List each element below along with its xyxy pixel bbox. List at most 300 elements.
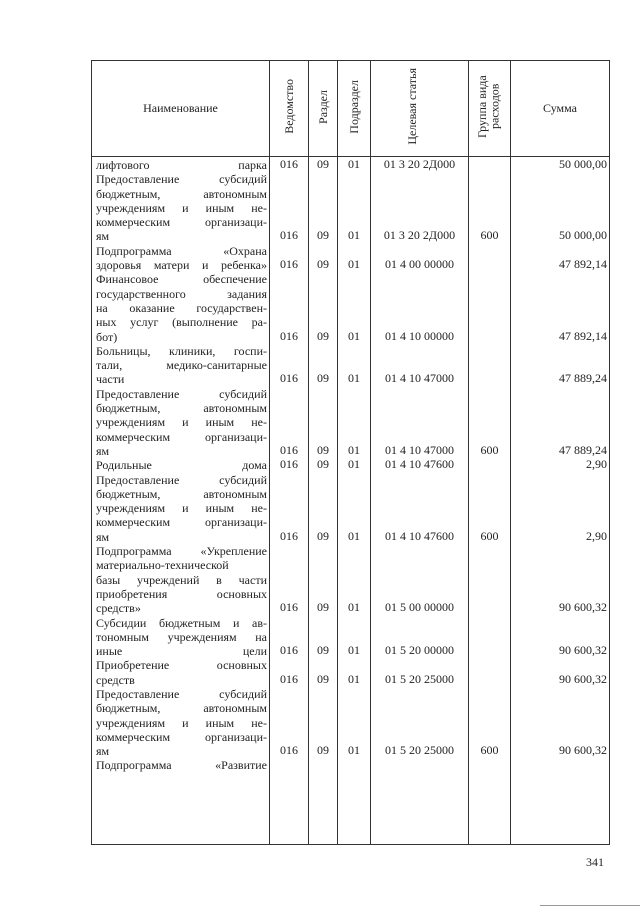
subsection-cell [340,543,368,557]
dept-cell [272,715,306,729]
section-cell [311,686,335,700]
section-cell [311,657,335,671]
name-line: Подпрограмма «Развитие [96,758,267,773]
amount-cell [513,572,607,586]
subsection-cell [340,243,368,257]
group-cell [471,643,508,657]
target-cell [373,472,466,486]
subsection-cell [340,629,368,643]
dept-cell [272,557,306,571]
group-cell: 600 [480,743,499,758]
subsection-cell [340,472,368,486]
subsection-cell [340,500,368,514]
amount-cell [513,243,607,257]
amount-cell [513,715,607,729]
dept-cell [272,500,306,514]
name-line: коммерческим организаци- [96,729,267,744]
section-cell: 09 [317,228,329,243]
target-cell [373,543,466,557]
name-line: здоровья матери и ребенка» [96,258,267,273]
dept-cell [272,686,306,700]
dept-cell [272,171,306,185]
target-cell [373,486,466,500]
target-cell [373,300,466,314]
subsection-cell: 01 [348,643,360,658]
target-cell [373,757,466,771]
subsection-cell: 01 [348,228,360,243]
table-body-row [92,157,610,845]
section-cell [311,514,335,528]
section-column [309,157,338,845]
name-line: учреждениям и иным не- [96,200,267,215]
name-line: бюджетным, автономным [96,186,267,201]
name-line: Подпрограмма «Охрана [96,243,267,258]
amount-cell: 50 000,00 [559,228,607,243]
name-line: учреждениям и иным не- [96,715,267,730]
name-line: ям [96,744,110,759]
amount-cell [513,486,607,500]
amount-cell [513,386,607,400]
amount-cell: 47 889,24 [559,371,607,386]
group-cell [471,371,508,385]
amount-cell [513,300,607,314]
dept-cell [272,286,306,300]
section-cell [311,200,335,214]
group-cell [471,343,508,357]
name-line: Предоставление субсидий [96,686,267,701]
target-cell [373,615,466,629]
amount-cell [513,214,607,228]
name-line: Приобретение основных [96,658,267,673]
name-line: учреждениям и иным не- [96,415,267,430]
name-line: части [96,372,125,387]
target-cell [373,700,466,714]
group-cell [471,757,508,771]
dept-cell [272,472,306,486]
target-cell: 01 5 20 25000 [385,743,454,758]
dept-cell: 016 [280,257,298,272]
name-line: ям [96,229,110,244]
dept-cell [272,243,306,257]
amount-cell [513,586,607,600]
amount-cell: 90 600,32 [559,600,607,615]
section-cell [311,186,335,200]
section-cell: 09 [317,328,329,343]
subsection-cell [340,586,368,600]
target-cell: 01 4 10 00000 [385,328,454,343]
section-cell: 09 [317,528,329,543]
subsection-cell [340,400,368,414]
target-cell [373,629,466,643]
section-cell [311,171,335,185]
amount-cell [513,514,607,528]
section-cell: 09 [317,643,329,658]
subsection-cell [340,729,368,743]
target-cell: 01 4 00 00000 [385,257,454,272]
dept-cell [272,214,306,228]
name-line: Подпрограмма «Укрепление [96,544,267,559]
amount-cell [513,757,607,771]
amount-cell: 90 600,32 [559,743,607,758]
name-line: средств» [96,601,141,616]
subsection-cell [340,200,368,214]
section-cell: 09 [317,442,329,457]
dept-cell: 016 [280,371,298,386]
subsection-cell [340,186,368,200]
subsection-cell [340,715,368,729]
target-cell [373,429,466,443]
group-cell [471,514,508,528]
target-cell [373,286,466,300]
group-cell [471,300,508,314]
name-line: коммерческим организаци- [96,215,267,230]
section-cell [311,715,335,729]
amount-cell [513,557,607,571]
group-cell [471,214,508,228]
target-cell: 01 5 20 00000 [385,643,454,658]
amount-cell [513,700,607,714]
target-cell [373,686,466,700]
group-cell [471,271,508,285]
target-cell [373,271,466,285]
subsection-cell: 01 [348,328,360,343]
amount-cell [513,343,607,357]
subsection-cell [340,572,368,586]
group-cell [471,457,508,471]
group-cell [471,629,508,643]
amount-cell: 90 600,32 [559,671,607,686]
group-cell [471,314,508,328]
section-cell [311,543,335,557]
name-line: бюджетным, автономным [96,401,267,416]
group-cell [471,357,508,371]
name-column [92,157,270,845]
amount-cell [513,629,607,643]
subsection-cell [340,557,368,571]
target-cell [373,186,466,200]
dept-cell: 016 [280,328,298,343]
amount-cell [513,357,607,371]
subsection-cell [340,357,368,371]
amount-cell [513,729,607,743]
section-cell: 09 [317,457,329,472]
dept-cell [272,729,306,743]
group-cell [471,657,508,671]
subsection-cell [340,386,368,400]
header-expense-group: Группа вида расходов [469,61,511,157]
subsection-column [338,157,371,845]
section-cell: 09 [317,671,329,686]
target-cell [373,243,466,257]
dept-cell [272,629,306,643]
amount-cell [513,429,607,443]
name-line: бюджетным, автономным [96,486,267,501]
dept-cell: 016 [280,228,298,243]
section-cell [311,729,335,743]
name-line: коммерческим организаци- [96,515,267,530]
section-cell [311,357,335,371]
group-cell: 600 [480,528,499,543]
dept-cell: 016 [280,643,298,658]
target-cell [373,715,466,729]
amount-cell [513,543,607,557]
target-cell [373,343,466,357]
amount-cell: 47 892,14 [559,328,607,343]
section-cell [311,343,335,357]
group-cell [471,700,508,714]
subsection-cell [340,286,368,300]
subsection-cell [340,271,368,285]
name-line: Финансовое обеспечение [96,272,267,287]
group-cell [471,157,508,171]
subsection-cell: 01 [348,457,360,472]
dept-cell [272,586,306,600]
dept-cell [272,314,306,328]
name-line: ям [96,529,110,544]
section-cell [311,486,335,500]
group-cell [471,414,508,428]
target-column [371,157,469,845]
name-line: Предоставление субсидий [96,172,267,187]
section-cell: 09 [317,157,329,171]
subsection-cell: 01 [348,743,360,758]
subsection-cell [340,486,368,500]
dept-cell [272,700,306,714]
section-cell [311,286,335,300]
dept-cell [272,543,306,557]
target-cell [373,200,466,214]
group-cell [471,486,508,500]
section-cell [311,615,335,629]
amount-cell [513,657,607,671]
amount-cell: 2,90 [586,528,607,543]
section-cell [311,472,335,486]
subsection-cell: 01 [348,528,360,543]
amount-cell: 90 600,32 [559,643,607,658]
section-cell [311,557,335,571]
subsection-cell [340,171,368,185]
name-line: тономным учреждениям на [96,629,267,644]
amount-cell [513,472,607,486]
target-cell [373,500,466,514]
dept-cell: 016 [280,671,298,686]
name-line: ям [96,443,110,458]
subsection-cell [340,314,368,328]
section-cell: 09 [317,600,329,615]
subsection-cell [340,514,368,528]
dept-cell [272,386,306,400]
dept-cell: 016 [280,743,298,758]
group-cell [471,171,508,185]
target-cell [373,400,466,414]
amount-cell: 2,90 [586,457,607,472]
amount-cell [513,686,607,700]
subsection-cell [340,615,368,629]
dept-cell [272,271,306,285]
target-cell [373,557,466,571]
name-line: коммерческим организаци- [96,429,267,444]
target-cell: 01 4 10 47000 [385,442,454,457]
header-subsection: Подраздел [338,61,371,157]
dept-cell [272,186,306,200]
group-cell [471,543,508,557]
section-cell: 09 [317,371,329,386]
amount-cell: 50 000,00 [559,157,607,171]
name-line: лифтового парка [96,158,267,172]
name-line: Предоставление субсидий [96,386,267,401]
subsection-cell [340,214,368,228]
amount-cell [513,615,607,629]
amount-cell [513,414,607,428]
subsection-cell [340,429,368,443]
subsection-cell [340,343,368,357]
subsection-cell [340,686,368,700]
group-cell [471,600,508,614]
dept-cell: 016 [280,528,298,543]
group-cell [471,400,508,414]
dept-cell [272,343,306,357]
dept-column [270,157,309,845]
dept-cell [272,572,306,586]
header-name: Наименование [92,61,270,157]
page-number: 341 [586,855,604,869]
group-cell [471,572,508,586]
section-cell [311,271,335,285]
dept-cell [272,514,306,528]
section-cell [311,214,335,228]
target-cell [373,314,466,328]
section-cell [311,500,335,514]
subsection-cell: 01 [348,671,360,686]
dept-cell [272,357,306,371]
budget-table [91,60,610,845]
group-cell [471,200,508,214]
target-cell [373,414,466,428]
amount-cell: 47 892,14 [559,257,607,272]
amount-column [511,157,610,845]
target-cell [373,729,466,743]
section-cell [311,586,335,600]
subsection-cell: 01 [348,371,360,386]
subsection-cell [340,414,368,428]
section-cell [311,300,335,314]
group-cell [471,686,508,700]
target-cell [373,586,466,600]
target-cell [373,386,466,400]
subsection-cell [340,757,368,771]
section-cell [311,400,335,414]
dept-cell [272,486,306,500]
section-cell [311,386,335,400]
amount-cell [513,186,607,200]
name-line: учреждениям и иным не- [96,501,267,516]
amount-cell [513,200,607,214]
amount-cell [513,286,607,300]
header-dept: Ведомство [270,61,309,157]
name-line: государственного задания [96,286,267,301]
group-cell [471,286,508,300]
section-cell [311,314,335,328]
subsection-cell: 01 [348,157,360,171]
section-cell [311,629,335,643]
name-line: на оказание государствен- [96,300,267,315]
target-cell [373,171,466,185]
name-line: базы учреждений в части [96,572,267,587]
group-cell [471,729,508,743]
target-cell: 01 4 10 47600 [385,528,454,543]
group-cell [471,500,508,514]
group-cell: 600 [480,228,499,243]
name-line: Предоставление субсидий [96,472,267,487]
amount-cell [513,171,607,185]
dept-cell: 016 [280,442,298,457]
dept-cell: 016 [280,457,298,472]
group-cell [471,329,508,343]
target-cell [373,214,466,228]
name-line: средств [96,672,135,687]
name-line: приобретения основных [96,586,267,601]
name-line: бот) [96,329,118,344]
section-cell [311,429,335,443]
group-cell [471,615,508,629]
header-target: Целевая статья [371,61,469,157]
amount-cell [513,500,607,514]
header-section: Раздел [309,61,338,157]
group-cell [471,429,508,443]
dept-cell [272,400,306,414]
dept-cell [272,657,306,671]
name-line: ных услуг (выполнение ра- [96,315,267,330]
group-cell [471,472,508,486]
name-line: тали, медико-санитарные [96,358,267,373]
dept-cell: 016 [280,157,298,171]
target-cell: 01 3 20 2Д000 [383,228,456,243]
group-cell [471,186,508,200]
target-cell [373,572,466,586]
group-cell [471,557,508,571]
name-line: Субсидии бюджетным и ав- [96,615,267,630]
subsection-cell [340,300,368,314]
dept-cell [272,300,306,314]
amount-cell [513,271,607,285]
group-cell [471,243,508,257]
expense-group-column [469,157,511,845]
section-cell [311,243,335,257]
target-cell: 01 4 10 47000 [385,371,454,386]
dept-cell: 016 [280,600,298,615]
group-cell: 600 [480,442,499,457]
group-cell [471,386,508,400]
group-cell [471,715,508,729]
subsection-cell [340,700,368,714]
section-cell [311,700,335,714]
target-cell [373,514,466,528]
table-header-row [92,61,610,157]
target-cell: 01 5 00 00000 [385,600,454,615]
dept-cell [272,615,306,629]
section-cell: 09 [317,257,329,272]
target-cell [373,657,466,671]
group-cell [471,257,508,271]
target-cell: 01 4 10 47600 [385,457,454,472]
name-line: Родильные дома [96,458,267,473]
target-cell [373,357,466,371]
amount-cell [513,400,607,414]
dept-cell [272,200,306,214]
dept-cell [272,414,306,428]
target-cell: 01 3 20 2Д000 [383,157,456,171]
name-line: Больницы, клиники, госпи- [96,343,267,358]
